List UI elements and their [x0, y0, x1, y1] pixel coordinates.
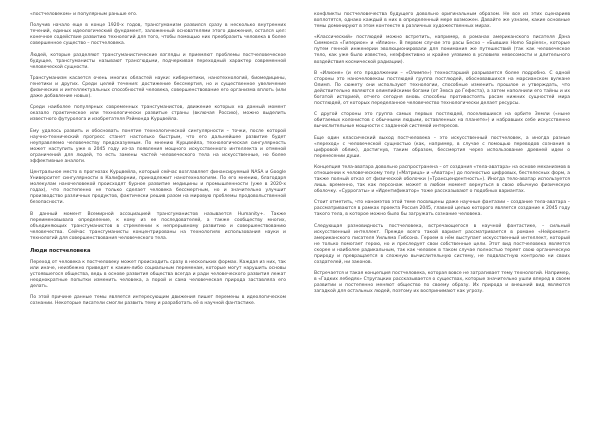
- paragraph: В данный момент Всемирной ассоциацией трансгуманистов называется Humanity+. Также переименовывала определение, к кому из ее последователей, а также сообществу многих, объединяющих трансгуманистов в стремлении к непрерывному развитию и совершенствованию человечества. Сейчас трансгуманисты концентрированы на технологиях использования науки и технологий для совершенствования человеческого тела.: [30, 211, 286, 241]
- paragraph: Следующая разновидность постчеловека, встречающегося в научной фантастике, – сильный искусственный интеллект. Прежде всего такой вариант рассматривается в романе «Нейромант» американского писателя Уильяма Гибсона. Героем в нём выступает искусственный интеллект, который не только помогает герою, но и преследует свои собственные цели. Этот вид постчеловека является скорее и наиболее радикальным, так как человек в таком случае полностью теряет свою органическую природу и превращается в сложную вычислительную систему, не подвластную контролю ни своих создателей, ни законов.: [314, 223, 570, 265]
- paragraph: Стоит отметить, что наномэтов этой теме посвящены даже научные фантазии – создание тела-аватара – рассматриваются в рамках проекта Россия 2045, главной целью которого является создание к 2045 году такого тела, в которое можно было бы загружать сознание человека.: [314, 200, 570, 218]
- paragraph: Ему удалось развить и обосновать понятие технологической сингулярности – точки, после которой научно-технический прогресс станет настолько быстрым, что его дальнейшее развитие будет неуправляемо человечеству предсказуемым. По мнению Курцвейла, технологическая сингулярность может наступить уже в 2045 году из-за появления мощного искусственного интеллекта и отменой ограничений для людей, то есть замены частей человеческого тела на искусственные, но более эффективные аналоги.: [30, 128, 286, 164]
- left-column: [30, 12, 286, 424]
- paragraph: Получив начало еще в конце 1920-х годов, трансгуманизм развился сразу в несколько внутренних течений, единых идеологический фундамент, заложенный основателями этого движения, остался цел: конечное содействие развитию технологий для того, чтобы помощью них преобразить человека в более совершенное существо – постчеловека.: [30, 23, 286, 47]
- paragraph: Переход от человека к постчеловеку может происходить сразу в нескольких формах. Каждая из них, так или иначе, неизбежно приведет к каким-либо социальным переменам, которые могут нарушить основы устоявшегося общества, ведь в основе развития общества всегда и ради человеческого развития лежат неоднократные попытки изменить человека, а порой и сама человеческая природа заставляла его делать.: [30, 259, 286, 289]
- paragraph: Трансгуманизм касается очень многих областей науки: кибернетики, нанотехнологий, биомедицины, генетики и других. Среди целей течения: достижение бессмертия, но и существенное увеличение физических и интеллектуальных способностей человека, совершенствование его организма вплоть (или даже добавление новых).: [30, 75, 286, 100]
- paragraph: конфликты постчеловечества будущего довольно оригинальным образом. Не все из этих сценариев воплотятся, однако каждый в них в определенный мере возможен. Давайте же узнаем, какие основные темы доминируют в этом контексте в различных художественных мирах.: [314, 12, 570, 30]
- paragraph: В «Илионе» (и его продолжении – «Олимпе») техностарший разрывается более подробно. С одной стороны это наночеловекаы постлюдей группа постлюдей, обосновавшихся на марсианском вулкане Олимп. По сюжету они используют технологии, способные изменить прошлое и утверждать, что действительно являются олимпийскими богами (от Зевса до Гефеста), а затем наполнили его тайны и их богатой историей, отчего сегодня вновь способны противостоять расам нижних сущностей мира постлюдей, от которых переделанное человечество технологически делает ресурсы.: [314, 70, 570, 106]
- paragraph: По этой причине данные темы является интересующим движения пишет перемены в идеологическом сознании. Некоторые писатели смогли развить тему и разработать её в научной фантастике.: [30, 295, 286, 307]
- paragraph: Концепция тела-аватара довольно распространена – от создания «тела-аватара» на основе механизмов в отношении к человеческому телу («Матрица» и «Аватар») до полностью цифровых, бестелесных форм, а также полный отказ от физической оболочки («Трансцендентность»). Иногда тело-аватар используется лишь временно, так как персонаж может в любом момент вернуться в свою обычную физическую оболочку. «Суррогаты» и «Идентификатор» тоже рассказывают о подобных вариантах.: [314, 164, 570, 195]
- paragraph: «Классический» постлюдей можно встретить, например, в романах американского писателя Дэна Симмонса «Гиперион» и «Илион». В первом случае это расы Бесхо – «Бывших Homo Sapiens», которые путем генной инженерии эволюционировали для понимания же путешествий (так как человеческое тело, как уже было известно, неэффективно и крайне уязвимо в условиях невесомости и длительного воздействия космической радиации).: [314, 35, 570, 65]
- paragraph: Среди наиболее популярных современных трансгуманистов, движение которых на данный момент оказало практическое или технологически развитые страны (включая Россию), можно выделить известного футуролога и изобретателя Рэймонда Курцвейла.: [30, 105, 286, 123]
- paragraph: Встречается и такая концепция постчеловека, которая вовсе не затрагивает тему технологий. Например, в «Гадких лебедях» Стругацких рассказывается о существах, которые значительно ушли вперед в своем развитии и постепенно меняют общество по своему образу. Их природа и внешний вид являются загадкой для остальных людей, поэтому их воспринимают как угрозу.: [314, 271, 570, 295]
- paragraph: Центральное место в прогнозах Курцвейла, который сейчас возглавляет финансируемый NASA и Google Университет сингулярности в Калифорнии, принадлежит нанотехнологиям. По его мнению, благодаря молекулам наночеловекой происходят бурное развитие медицины и промышленности (уже в 2020-х годах), что постепенно не только сделает человека бессмертным, но и значительно улучшит производство различных продуктов, фактически решив разом на мировую проблемы продовольственной безопасности.: [30, 170, 286, 206]
- paragraph: «постчеловеком» и популярным раньше его.: [30, 12, 138, 17]
- paragraph: Людей, которые разделяют трансгуманистические взгляды и приемлют проблемы постчеловеческое будущее, трансгуманисты называют трансгюдьми, подчеркивая переходный характер современной человеческой сущности.: [30, 52, 286, 70]
- paragraph: С другой стороны это группа самых первых постлюдей, поселившихся на орбите Земли («ныне обитаемых колонистов с обычными людьми, оставленных на планете») и набравших себе искусственно вычислительные мощности с заданной системой интересов.: [314, 112, 570, 130]
- right-column: [314, 12, 570, 424]
- paragraph: Еще один классический выход постчеловека – это искусственный постчеловек, а иногда разные «переход» с человеческой сущностью (как, например, в случае с помощью переводов сознания в цифровой облик), достигнув, таким образом, бессмертия через использование древней идеи о перенесении души.: [314, 135, 570, 159]
- section-heading: Люди постчеловека: [30, 247, 91, 254]
